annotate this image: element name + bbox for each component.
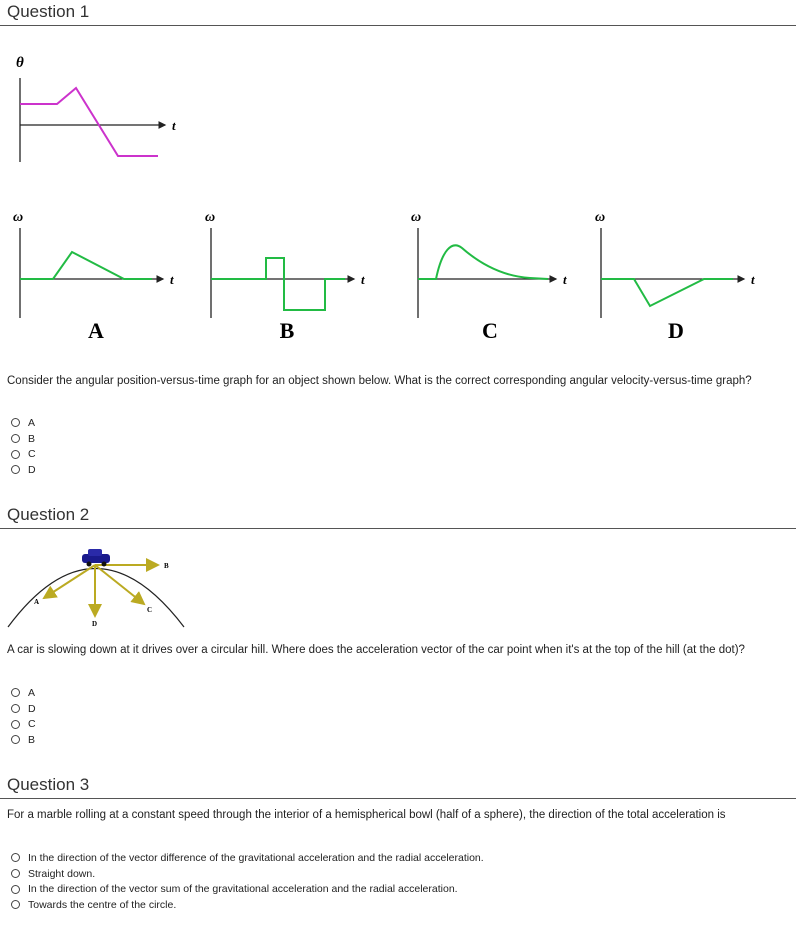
graph-label-a: A bbox=[88, 318, 104, 343]
radio-icon[interactable] bbox=[11, 869, 20, 878]
q1-option-b[interactable]: B bbox=[11, 431, 36, 447]
q2-figure bbox=[0, 540, 200, 635]
radio-icon[interactable] bbox=[11, 418, 20, 427]
question-2-title: Question 2 bbox=[7, 505, 90, 524]
q1-figure bbox=[0, 0, 796, 350]
omega-axis-label-c: ω bbox=[411, 210, 422, 225]
q2-option-c[interactable]: C bbox=[11, 716, 36, 732]
omega-curve-c bbox=[418, 245, 548, 279]
radio-icon[interactable] bbox=[11, 720, 20, 729]
omega-axis-label-b: ω bbox=[205, 210, 216, 225]
q2-option-b[interactable]: B bbox=[11, 732, 36, 748]
radio-icon[interactable] bbox=[11, 885, 20, 894]
theta-curve bbox=[20, 88, 158, 156]
radio-icon[interactable] bbox=[11, 735, 20, 744]
q3-option-3[interactable]: In the direction of the vector sum of the gravitational acceleration and the radial acceleration. bbox=[11, 881, 484, 897]
radio-icon[interactable] bbox=[11, 465, 20, 474]
omega-curve-d bbox=[601, 279, 733, 306]
q3-option-1[interactable]: In the direction of the vector difference of the gravitational acceleration and the radial acceleration. bbox=[11, 850, 484, 866]
omega-axis-label-d: ω bbox=[595, 210, 606, 225]
graph-label-c: C bbox=[482, 318, 498, 343]
radio-icon[interactable] bbox=[11, 900, 20, 909]
question-1-title: Question 1 bbox=[7, 2, 90, 21]
omega-t-label-b: t bbox=[361, 272, 365, 287]
q3-option-2[interactable]: Straight down. bbox=[11, 866, 484, 882]
q1-option-c[interactable]: C bbox=[11, 446, 36, 462]
theta-axis-label: θ bbox=[16, 55, 24, 71]
vector-label-d: D bbox=[92, 620, 98, 628]
question-2-divider bbox=[0, 528, 796, 529]
question-2-prompt: A car is slowing down at it drives over a circular hill. Where does the acceleration vector of the car point when it's at the top of the hill (at the dot)? bbox=[7, 644, 745, 656]
radio-icon[interactable] bbox=[11, 704, 20, 713]
question-3-options bbox=[11, 850, 484, 913]
radio-icon[interactable] bbox=[11, 688, 20, 697]
graph-label-b: B bbox=[279, 318, 295, 343]
question-1-prompt: Consider the angular position-versus-time graph for an object shown below. What is the correct corresponding angular velocity-versus-time graph? bbox=[7, 375, 752, 387]
q1-option-d[interactable]: D bbox=[11, 462, 36, 478]
q1-option-a[interactable]: A bbox=[11, 415, 36, 431]
omega-t-label-a: t bbox=[170, 272, 174, 287]
q3-option-4[interactable]: Towards the centre of the circle. bbox=[11, 897, 484, 913]
question-2-options bbox=[11, 685, 36, 748]
omega-curve-a bbox=[20, 252, 152, 279]
question-3-title: Question 3 bbox=[7, 775, 90, 794]
radio-icon[interactable] bbox=[11, 853, 20, 862]
omega-axis-label-a: ω bbox=[13, 210, 24, 225]
q2-option-a[interactable]: A bbox=[11, 685, 36, 701]
vector-label-c: C bbox=[147, 606, 153, 614]
q2-option-d[interactable]: D bbox=[11, 701, 36, 717]
vector-c bbox=[95, 565, 144, 604]
radio-icon[interactable] bbox=[11, 434, 20, 443]
radio-icon[interactable] bbox=[11, 450, 20, 459]
omega-t-label-c: t bbox=[563, 272, 567, 287]
car-icon bbox=[82, 549, 110, 567]
omega-t-label-d: t bbox=[751, 272, 755, 287]
graph-label-d: D bbox=[668, 318, 684, 343]
vector-label-a: A bbox=[34, 598, 40, 606]
vector-label-b: B bbox=[164, 562, 169, 570]
vector-a bbox=[44, 565, 95, 598]
theta-t-label: t bbox=[172, 118, 176, 133]
question-3-prompt: For a marble rolling at a constant speed through the interior of a hemispherical bowl (half of a sphere), the direction of the total acceleration is bbox=[7, 809, 726, 821]
question-3-divider bbox=[0, 798, 796, 799]
question-1-options bbox=[11, 415, 36, 478]
